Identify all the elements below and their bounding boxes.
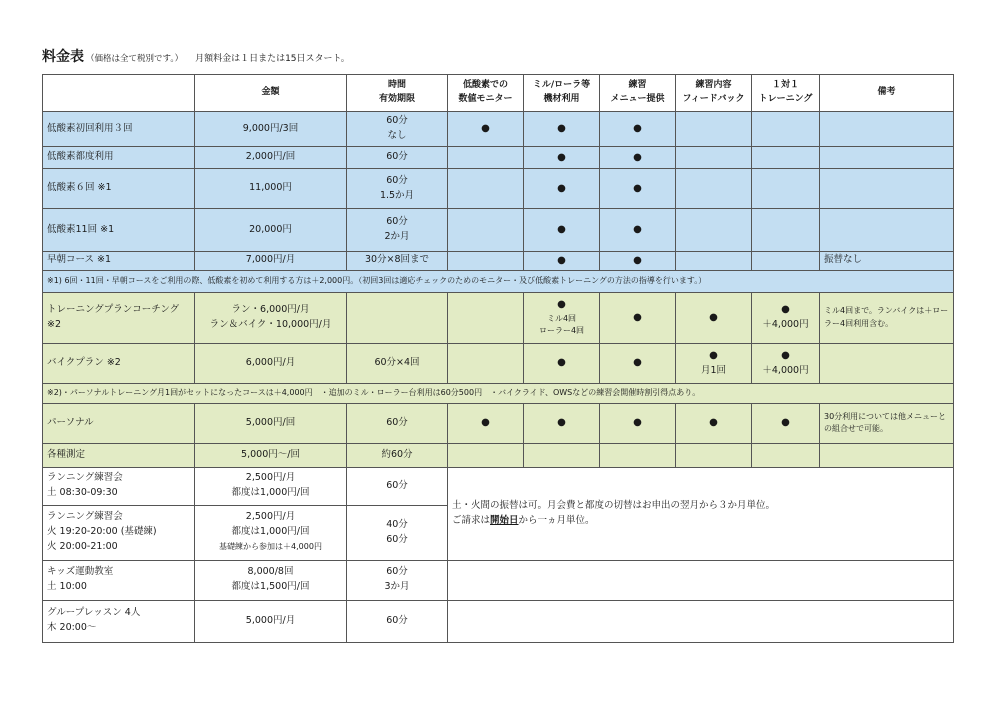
menu-dot: ● <box>600 252 676 271</box>
row-time <box>347 505 448 560</box>
row-price: 6,000円/月 <box>195 343 347 383</box>
header-time-line1: 時間 <box>387 80 406 91</box>
mill-dot: ● <box>524 209 600 252</box>
empty-cell <box>448 169 524 209</box>
empty-cell <box>524 443 600 467</box>
mill-dot: ● <box>524 403 600 443</box>
row-name: 低酸素６回 ※1 <box>43 169 195 209</box>
swap-note-line1: 土・火間の振替は可。月会費と都度の切替はお申出の翌月から３か月単位。 <box>452 499 776 511</box>
row-time: 60分 <box>347 147 448 169</box>
header-feedback <box>676 75 752 112</box>
row-price: 11,000円 <box>195 169 347 209</box>
row-time <box>347 560 448 600</box>
menu-dot: ● <box>600 292 676 343</box>
empty-cell <box>448 292 524 343</box>
row-price-line1: 2,500円/月 <box>245 511 296 523</box>
row-name: 各種測定 <box>43 443 195 467</box>
empty-cell <box>820 169 954 209</box>
header-menu-line1: 練習 <box>628 80 647 91</box>
row-price-line2: 都度は1,000円/回 <box>231 526 310 538</box>
row-name: パーソナル <box>43 403 195 443</box>
empty-cell <box>820 343 954 383</box>
empty-cell <box>752 169 820 209</box>
mill-detail-2: ローラー4回 <box>538 326 585 336</box>
monitor-dot: ● <box>448 112 524 147</box>
row-price-line1: 2,500円/月 <box>245 472 296 484</box>
empty-cell <box>820 147 954 169</box>
row-price <box>195 467 347 505</box>
table-row <box>43 209 954 252</box>
header-menu <box>600 75 676 112</box>
feedback-cell <box>676 343 752 383</box>
one-price: ＋4,000円 <box>762 364 809 376</box>
empty-cell <box>676 209 752 252</box>
header-one-line1: １対１ <box>771 80 799 91</box>
note-low-oxygen: ※1) 6回・11回・早朝コースをご利用の際、低酸素を初めて利用する方は＋2,000円。（初回3回は適応チェックのためのモニター・及び低酸素トレーニングの方法の指導を行います。） <box>43 270 954 292</box>
row-price: 5,000円/回 <box>195 403 347 443</box>
row-time-line2: 2か月 <box>384 231 410 242</box>
row-price-line2: 都度は1,500円/回 <box>231 581 310 592</box>
empty-cell <box>448 600 954 642</box>
header-one-on-one <box>752 75 820 112</box>
monitor-dot: ● <box>448 403 524 443</box>
empty-cell <box>752 443 820 467</box>
row-name-line1: ランニング練習会 <box>47 472 123 484</box>
row-name-line1: グループレッスン 4人 <box>47 607 141 619</box>
one-cell <box>752 343 820 383</box>
row-time-line1: 60分 <box>386 216 408 228</box>
mill-cell <box>524 292 600 343</box>
row-time-line2: 60分 <box>386 533 408 545</box>
mill-dot: ● <box>557 299 566 311</box>
header-one-line2: トレーニング <box>758 94 813 104</box>
menu-dot: ● <box>600 343 676 383</box>
header-time <box>347 75 448 112</box>
empty-cell <box>676 147 752 169</box>
row-time-line2: なし <box>387 130 407 141</box>
menu-dot: ● <box>600 403 676 443</box>
row-price-line1: 8,000/8回 <box>247 566 294 578</box>
one-dot: ● <box>781 304 790 316</box>
empty-cell <box>676 443 752 467</box>
empty-cell <box>676 169 752 209</box>
empty-cell <box>752 209 820 252</box>
row-name: 早朝コース ※1 <box>43 252 195 271</box>
page-heading <box>42 46 350 66</box>
row-remarks: 振替なし <box>820 252 954 271</box>
row-name-line1: キッズ運動教室 <box>47 566 114 578</box>
table-row <box>43 169 954 209</box>
feedback-dot: ● <box>709 349 718 361</box>
empty-cell <box>448 343 524 383</box>
row-time: 60分×4回 <box>347 343 448 383</box>
row-name: トレーニングプランコーチング ※2 <box>43 292 195 343</box>
row-time: 約60分 <box>347 443 448 467</box>
row-name-line2: 木 20:00～ <box>47 622 97 633</box>
header-row <box>43 75 954 112</box>
row-price: 5,000円～/回 <box>195 443 347 467</box>
price-table <box>42 74 954 643</box>
header-menu-line2: メニュー提供 <box>610 94 665 104</box>
row-name-line2: 土 10:00 <box>47 581 87 592</box>
row-price-line1: ラン・6,000円/月 <box>231 303 310 315</box>
one-cell <box>752 292 820 343</box>
mill-dot: ● <box>524 147 600 169</box>
one-price: ＋4,000円 <box>762 319 809 330</box>
header-feedback-line1: 練習内容 <box>695 80 732 91</box>
row-price: 5,000円/月 <box>195 600 347 642</box>
empty-cell <box>676 252 752 271</box>
row-price: 9,000円/3回 <box>195 112 347 147</box>
menu-dot: ● <box>600 147 676 169</box>
start-note: 月額料金は１日または15日スタート。 <box>195 54 350 64</box>
row-price: 7,000円/月 <box>195 252 347 271</box>
table-row <box>43 600 954 642</box>
one-dot: ● <box>752 403 820 443</box>
row-price <box>195 560 347 600</box>
row-name-line2: 火 19:20-20:00 (基礎練) <box>47 526 157 538</box>
note-row <box>43 383 954 403</box>
table-row <box>43 112 954 147</box>
header-time-line2: 有効期限 <box>378 94 415 104</box>
row-time-line1: 40分 <box>386 518 408 530</box>
header-price: 金額 <box>195 75 347 112</box>
empty-cell <box>820 112 954 147</box>
header-monitor-line1: 低酸素での <box>462 80 508 91</box>
header-mill-line2: 機材利用 <box>543 94 580 104</box>
mill-dot: ● <box>524 343 600 383</box>
empty-cell <box>600 443 676 467</box>
empty-cell <box>448 252 524 271</box>
empty-cell <box>448 560 954 600</box>
row-price: 2,000円/回 <box>195 147 347 169</box>
empty-cell <box>448 443 524 467</box>
row-time: 60分 <box>347 600 448 642</box>
empty-cell <box>347 292 448 343</box>
swap-note-line2c: から一ヵ月単位。 <box>518 514 595 526</box>
row-name: 低酸素初回利用３回 <box>43 112 195 147</box>
row-name-line2: 土 08:30-09:30 <box>47 487 118 498</box>
mill-detail-1: ミル4回 <box>546 313 577 323</box>
page-title: 料金表 <box>42 49 84 65</box>
empty-cell <box>676 112 752 147</box>
one-dot: ● <box>781 349 790 361</box>
table-row <box>43 343 954 383</box>
header-monitor <box>448 75 524 112</box>
row-time: 30分×8回まで <box>347 252 448 271</box>
row-time <box>347 169 448 209</box>
row-time-line1: 60分 <box>386 174 408 186</box>
row-price-line2: 都度は1,000円/回 <box>231 487 310 498</box>
header-mill-line1: ミル/ローラ等 <box>532 80 591 91</box>
swap-note-line2a: ご請求は <box>452 514 491 526</box>
row-name-line3: 火 20:00-21:00 <box>47 540 118 552</box>
header-monitor-line2: 数値モニター <box>458 94 513 104</box>
empty-cell <box>448 147 524 169</box>
mill-dot: ● <box>524 169 600 209</box>
row-remarks: ミル4回まで。ランバイクは＋ローラー4回利用含む。 <box>820 292 954 343</box>
empty-cell <box>820 209 954 252</box>
row-name <box>43 600 195 642</box>
row-name <box>43 467 195 505</box>
empty-cell <box>448 209 524 252</box>
swap-note-start-day: 開始日 <box>490 514 519 526</box>
table-row <box>43 292 954 343</box>
empty-cell <box>820 443 954 467</box>
table-row <box>43 403 954 443</box>
row-name: バイクプラン ※2 <box>43 343 195 383</box>
row-remarks: 30分利用については他メニューとの組合せで可能。 <box>820 403 954 443</box>
empty-cell <box>752 147 820 169</box>
table-row <box>43 560 954 600</box>
row-name: 低酸素都度利用 <box>43 147 195 169</box>
swap-note <box>448 467 954 560</box>
header-mill <box>524 75 600 112</box>
header-feedback-line2: フィードバック <box>682 94 745 104</box>
row-time-line1: 60分 <box>386 566 408 578</box>
row-name <box>43 560 195 600</box>
table-row <box>43 467 954 505</box>
row-price: 20,000円 <box>195 209 347 252</box>
row-price-line2: ラン＆バイク・10,000円/月 <box>209 318 332 330</box>
table-row <box>43 147 954 169</box>
row-time-line2: 1.5か月 <box>379 189 415 201</box>
header-remarks: 備考 <box>820 75 954 112</box>
row-time <box>347 209 448 252</box>
row-time: 60分 <box>347 403 448 443</box>
note-row <box>43 270 954 292</box>
row-time-line2: 3か月 <box>384 581 410 592</box>
table-row <box>43 252 954 271</box>
row-name-line1: ランニング練習会 <box>47 511 123 523</box>
row-time: 60分 <box>347 467 448 505</box>
row-time-line1: 60分 <box>386 115 408 127</box>
mill-dot: ● <box>524 252 600 271</box>
tax-note: （価格は全て税別です。） <box>86 54 184 64</box>
feedback-detail: 月1回 <box>700 364 727 376</box>
feedback-dot: ● <box>676 403 752 443</box>
table-row <box>43 443 954 467</box>
menu-dot: ● <box>600 112 676 147</box>
note-personal: ※2)・パーソナルトレーニング月1回がセットになったコースは＋4,000円 ・追加のミル・ローラー台利用は60分500円 ・バイクライド、OWSなどの練習会開催時割引得点あり。 <box>43 383 954 403</box>
row-price <box>195 505 347 560</box>
mill-dot: ● <box>524 112 600 147</box>
empty-cell <box>752 252 820 271</box>
menu-dot: ● <box>600 169 676 209</box>
feedback-dot: ● <box>676 292 752 343</box>
empty-cell <box>752 112 820 147</box>
row-name: 低酸素11回 ※1 <box>43 209 195 252</box>
row-time <box>347 112 448 147</box>
menu-dot: ● <box>600 209 676 252</box>
row-price-line3: 基礎練から参加は＋4,000円 <box>219 541 322 551</box>
row-name <box>43 505 195 560</box>
row-price <box>195 292 347 343</box>
header-name <box>43 75 195 112</box>
